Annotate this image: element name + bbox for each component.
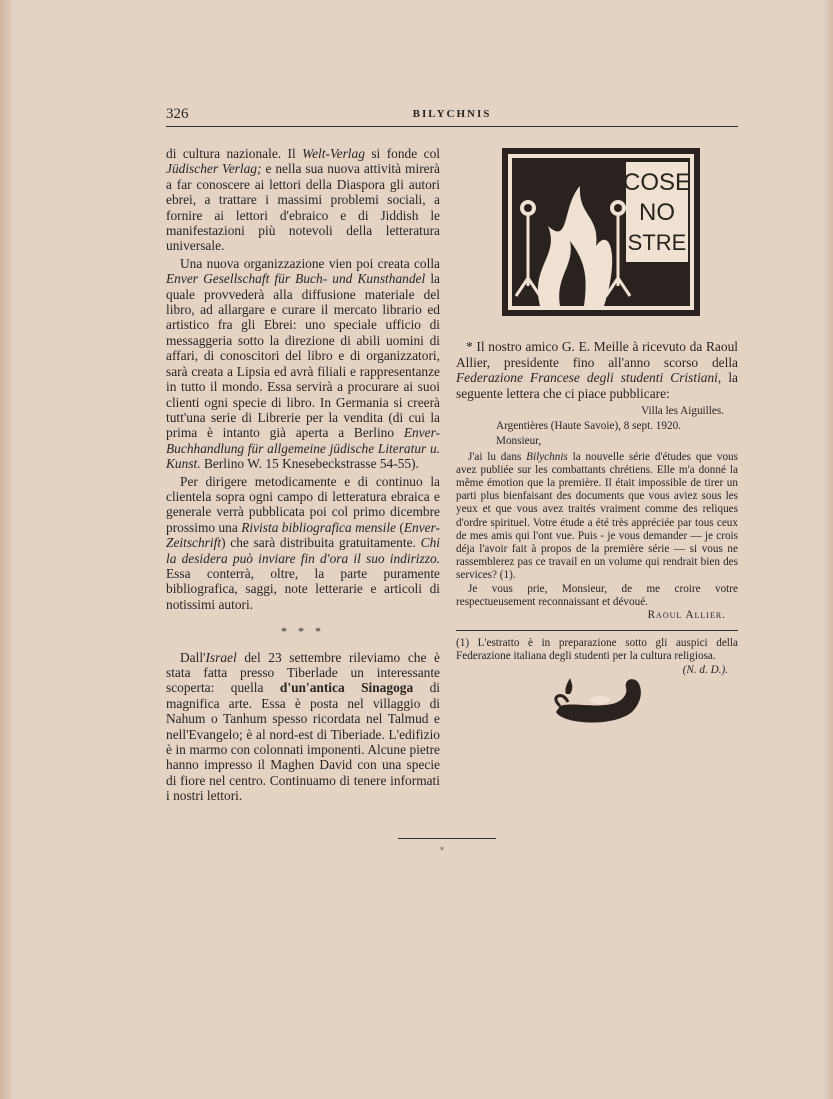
oil-lamp-icon xyxy=(552,672,648,728)
section-separator: * * * xyxy=(281,624,325,639)
footnote-text: (1) L'estratto è in preparazione sotto gli auspici della Federazione italiana degli studenti per la cultura religiosa. xyxy=(456,637,738,663)
paragraph-welt-verlag: di cultura nazionale. Il Welt-Verlag si fonde col Jüdischer Verlag; e nella sua nuova attività mirerà a far conoscere ai lettori della Diaspora gli autori ebrei, a trattare i massimi problemi sociali, a fornire ai lettori d'ebraico e di Jiddish le manifestazioni più notevoli della letteratura universale. xyxy=(166,146,440,254)
paragraph-rivista: Per dirigere metodicamente e di continuo la clientela sopra ogni campo di letteratura ebraica e generale verrà pubblicata poi col primo dicembre prossimo una Rivista bibliografica mensile (Enver-Zeitschrift) che sarà distribuita gratuitamente. Chi la desidera può inviare fin d'ora il suo indirizzo. Essa conterrà, oltre, la parte puramente bibliografica, saggi, note letterarie e articoli di notissimi autori. xyxy=(166,473,440,612)
footnote-attribution: (N. d. D.). xyxy=(682,663,728,676)
intro-paragraph: * Il nostro amico G. E. Meille à ricevuto da Raoul Allier, presidente fino all'anno scorso della Federazione Francese degli studenti Cristiani, la seguente lettera che ci piace pubblicare: xyxy=(456,339,739,401)
letter-allier xyxy=(456,405,738,622)
bottom-rule xyxy=(398,838,496,839)
footnote xyxy=(456,637,738,676)
page-edge-right xyxy=(823,0,833,1099)
header-rule xyxy=(166,126,738,127)
letter-signature: Raoul Allier. xyxy=(647,609,726,622)
right-column xyxy=(456,146,738,731)
vignette-title-line2: NO xyxy=(639,199,675,226)
vignette-title-line3: STRE xyxy=(627,230,687,255)
paragraph-sinagoga: Dall'Israel del 23 settembre rileviamo che è stata fatta presso Tiberlade un interessante scoperta: quella d'un'antica Sinagoga di magnifica arte. Essa è posta nel villaggio di Nahum o Tanhum spesso ricordata nel Talmud e nell'Evangelo; è al nord-est di Tiberiade. L'edifizio è in marmo con colonnati imponenti. Alcune pietre hanno impresso il Maghen David con una specie di fiore nel centro. Continuamo di tenere informati i nostri lettori. xyxy=(166,649,441,804)
bottom-ornament: * xyxy=(440,846,444,855)
page-number: 326 xyxy=(166,106,189,122)
footnote-rule xyxy=(456,630,738,631)
letter-closing: Je vous prie, Monsieur, de me croire votre respectueusement reconnaissant et dévoué. xyxy=(456,582,738,608)
letter-place: Villa les Aiguilles. xyxy=(641,405,724,418)
letter-date: Argentières (Haute Savoie), 8 sept. 1920. xyxy=(496,420,681,433)
letter-salutation: Monsieur, xyxy=(496,435,542,448)
left-column xyxy=(166,146,440,804)
letter-body: J'ai lu dans Bilychnis la nouvelle série d'études que vous avez publiée sur les combattants chrétiens. Elle m'a donné la même émotion que la première. Il était impossible de tirer un parti plus bienfaisant des documents que vous aviez sous les yeux et que vous avez traités vraiment comme des reliques d'ordre spirituel. Votre étude a été très appréciée par tous ceux de mes amis qui l'ont vue. Puis - je vous demander — je crois déja l'avoir fait à propos de la première série — si vous ne rassemblerez pas ce travail en un volume qui rendrait bien des services? (1). xyxy=(456,450,738,582)
paragraph-enver-gesellschaft: Una nuova organizzazione vien poi creata colla Enver Gesellschaft für Buch- und Kunsthandel la quale provvederà alla diffusione materiale del libro, ad allargare e curare il mercato librario ed artistico fra gli Ebrei: uno speciale ufficio di messaggeria sotto la direzione di abili uomini di affari, di conoscitori del libro e di organizzatori, sarà creata a Lipsia ed avrà filiali e rappresentanze in tutto il mondo. Essa servirà a procurare ai suoi clienti ogni specie di libro. In Germania si creerà tutt'una serie di Librerie per la vendita (di cui la prima è intanto già aperta a Berlino Enver-Buchhandlung für allgemeine jüdische Literatur u. Kunst. Berlino W. 15 Knesebeckstrasse 54-55). xyxy=(166,255,440,472)
journal-title: BILYCHNIS xyxy=(412,108,492,120)
cose-nostre-vignette xyxy=(500,146,702,318)
page-edge-left xyxy=(0,0,14,1099)
running-head xyxy=(166,104,738,126)
vignette-title-line1: COSE xyxy=(622,169,692,196)
